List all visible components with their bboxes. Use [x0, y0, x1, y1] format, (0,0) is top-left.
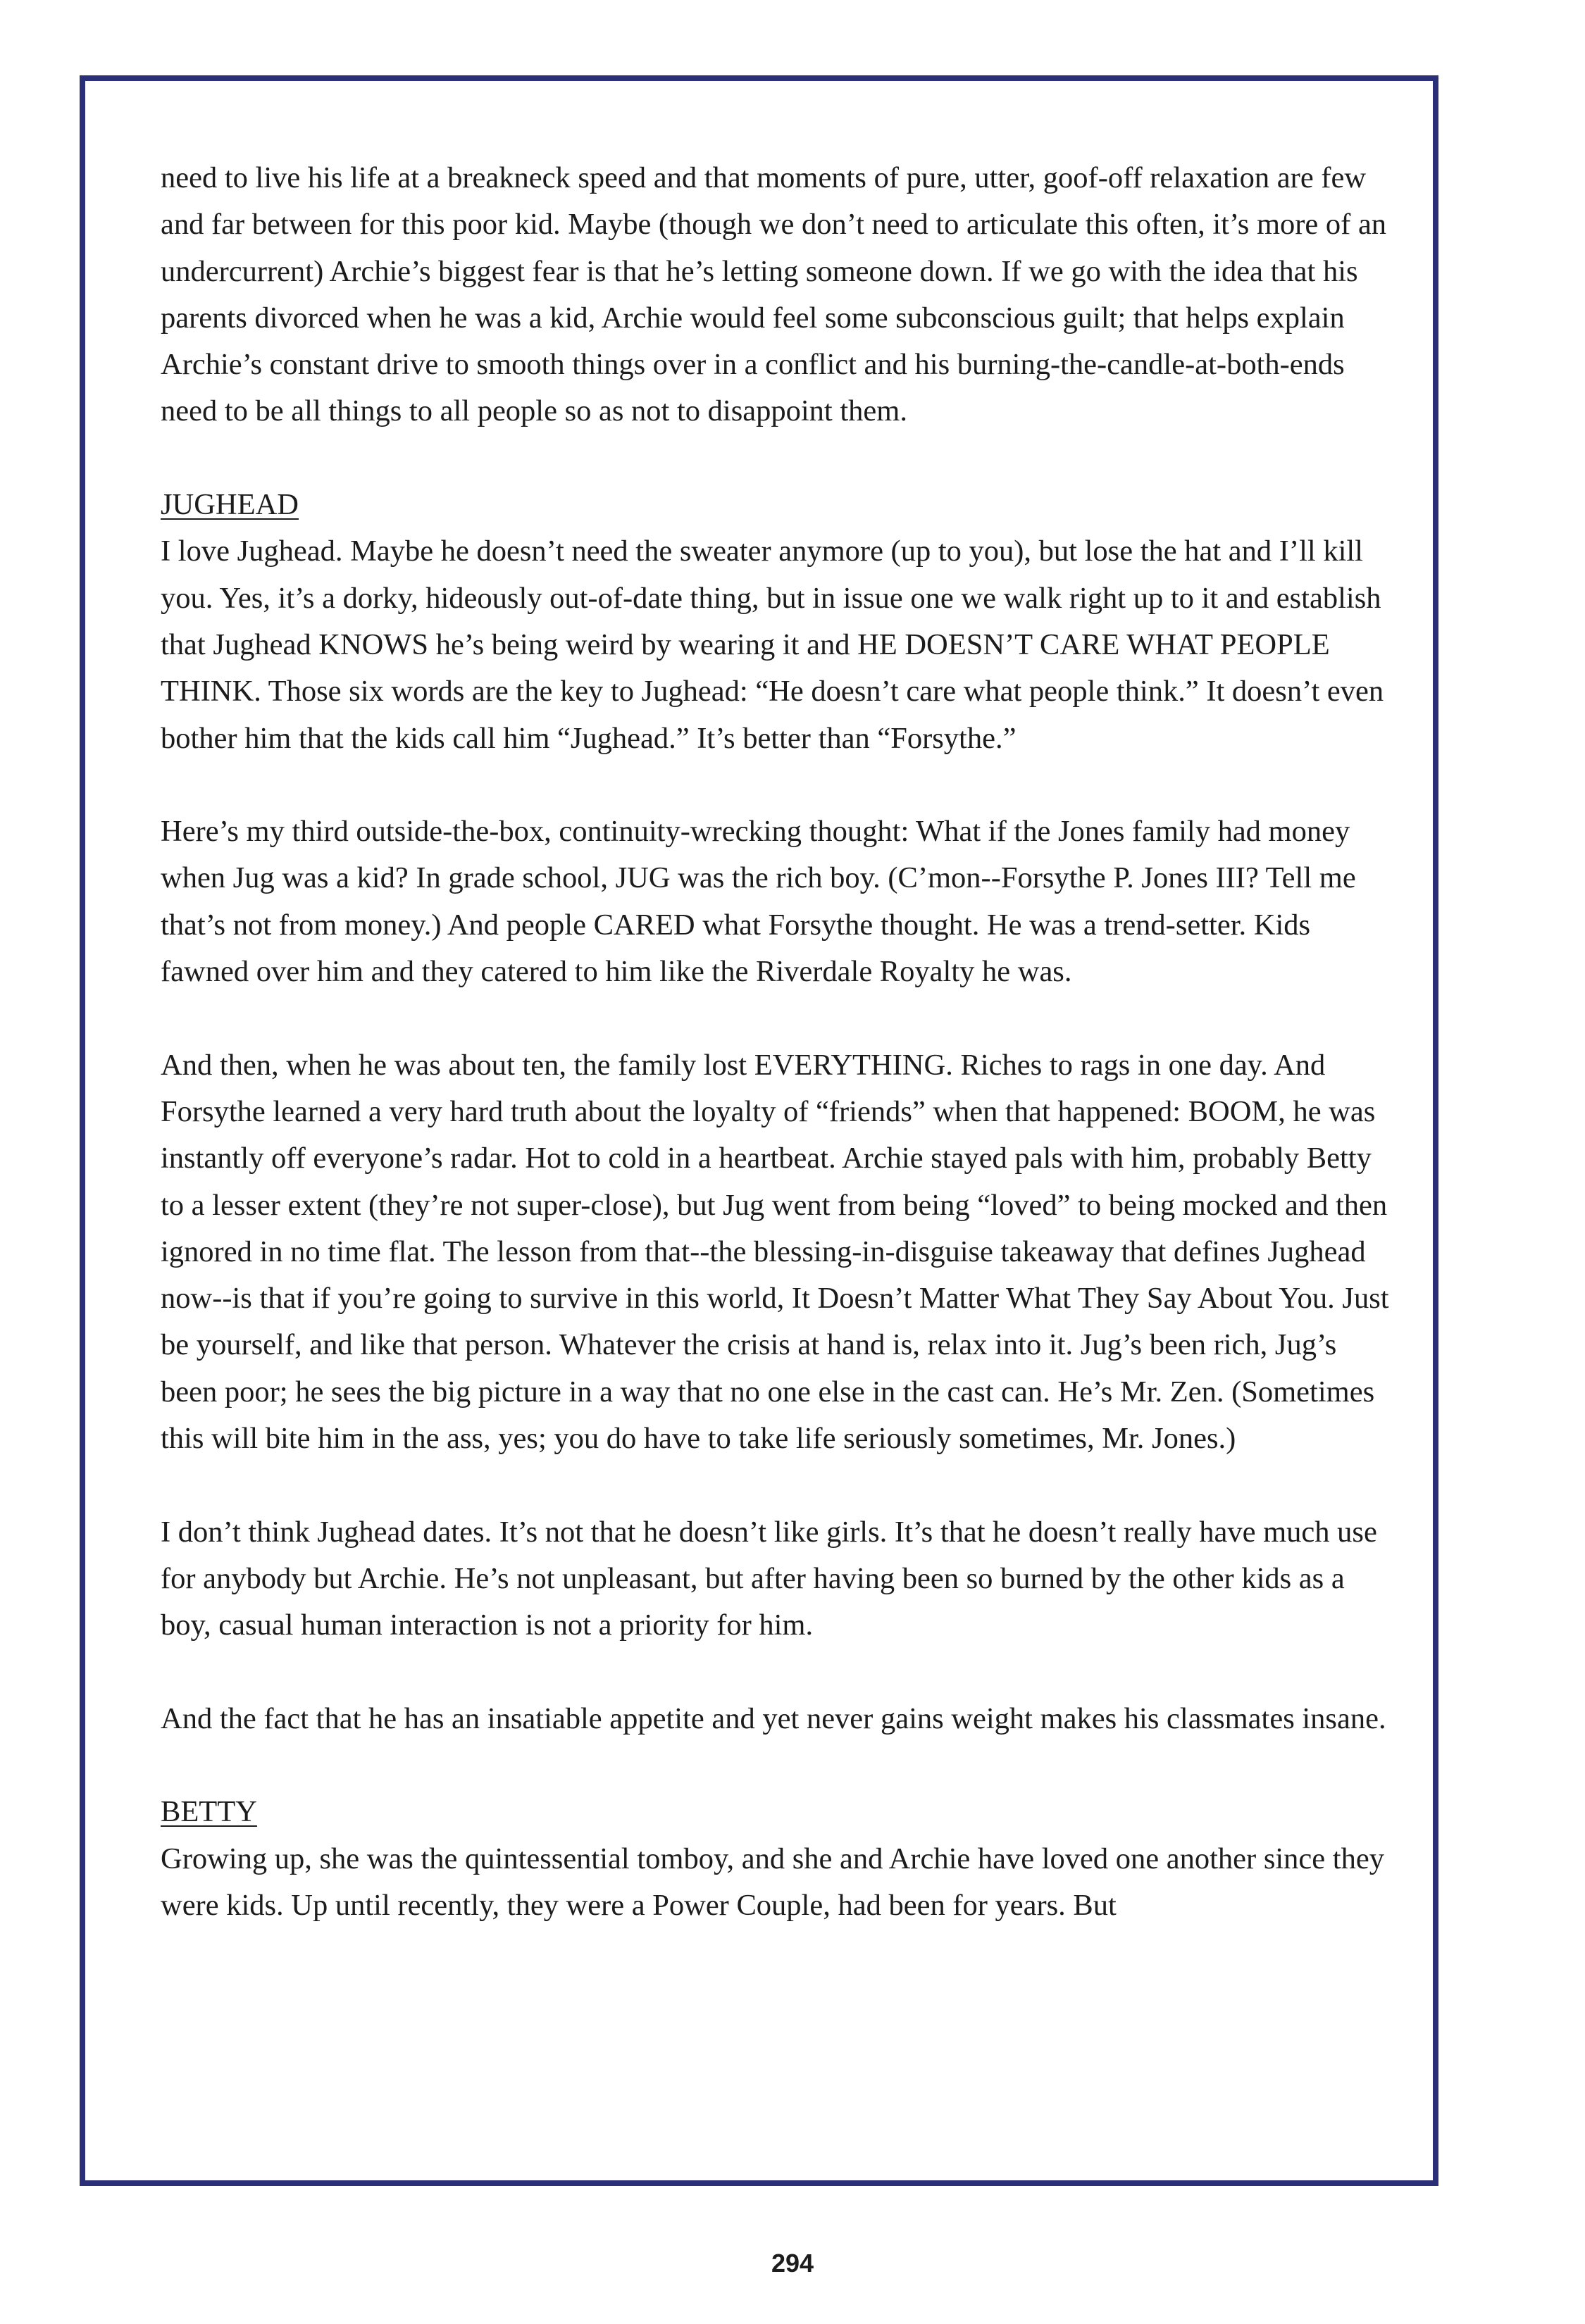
paragraph-jughead-appetite: And the fact that he has an insatiable appetite and yet never gains weight makes his classmates insane.	[161, 1701, 1386, 1735]
section-jughead	[161, 482, 1400, 762]
page-body	[161, 155, 1400, 1929]
heading-betty: BETTY	[161, 1795, 257, 1829]
paragraph-betty-intro: Growing up, she was the quintessential tomboy, and she and Archie have loved one another since they were kids. Up until recently, they were a Power Couple, had been for years. But	[161, 1842, 1384, 1922]
page-number: 294	[771, 2249, 814, 2278]
paragraph-jughead-intro: I love Jughead. Maybe he doesn’t need the sweater anymore (up to you), but lose the hat and I’ll kill you. Yes, it’s a dorky, hideously out-of-date thing, but in issue one we walk right up to it and establish that Jughead KNOWS he’s being weird by wearing it and HE DOESN’T CARE WHAT PEOPLE THINK. Those six words are the key to Jughead: “He doesn’t care what people think.” It doesn’t even bother him that the kids call him “Jughead.” It’s better than “Forsythe.”	[161, 535, 1384, 755]
section-betty	[161, 1789, 1400, 1929]
paragraph-jughead-dates: I don’t think Jughead dates. It’s not that he doesn’t like girls. It’s that he doesn’t really have much use for anybody but Archie. He’s not unpleasant, but after having been so burned by the other kids as a boy, casual human interaction is not a priority for him.	[161, 1515, 1377, 1642]
paragraph-archie-continued: need to live his life at a breakneck speed and that moments of pure, utter, goof-off relaxation are few and far between for this poor kid. Maybe (though we don’t need to articulate this often, it’s more of an undercurrent) Archie’s biggest fear is that he’s letting someone down. If we go with the idea that his parents divorced when he was a kid, Archie would feel some subconscious guilt; that helps explain Archie’s constant drive to smooth things over in a conflict and his burning-the-candle-at-both-ends need to be all things to all people so as not to disappoint them.	[161, 161, 1387, 428]
paragraph-jughead-lost-everything: And then, when he was about ten, the family lost EVERYTHING. Riches to rags in one day. And Forsythe learned a very hard truth about the loyalty of “friends” when that happened: BOOM, he was instantly off everyone’s radar. Hot to cold in a heartbeat. Archie stayed pals with him, probably Betty to a lesser extent (they’re not super-close), but Jug went from being “loved” to being mocked and then ignored in no time flat. The lesson from that--the blessing-in-disguise takeaway that defines Jughead now--is that if you’re going to survive in this world, It Doesn’t Matter What They Say About You. Just be yourself, and like that person. Whatever the crisis at hand is, relax into it. Jug’s been rich, Jug’s been poor; he sees the big picture in a way that no one else in the cast can. He’s Mr. Zen. (Sometimes this will bite him in the ass, yes; you do have to take life seriously sometimes, Mr. Jones.)	[161, 1048, 1389, 1456]
paragraph-jughead-rich: Here’s my third outside-the-box, continuity-wrecking thought: What if the Jones family had money when Jug was a kid? In grade school, JUG was the rich boy. (C’mon--Forsythe P. Jones III? Tell me that’s not from money.) And people CARED what Forsythe thought. He was a trend-setter. Kids fawned over him and they catered to him like the Riverdale Royalty he was.	[161, 815, 1356, 989]
heading-jughead: JUGHEAD	[161, 488, 299, 522]
